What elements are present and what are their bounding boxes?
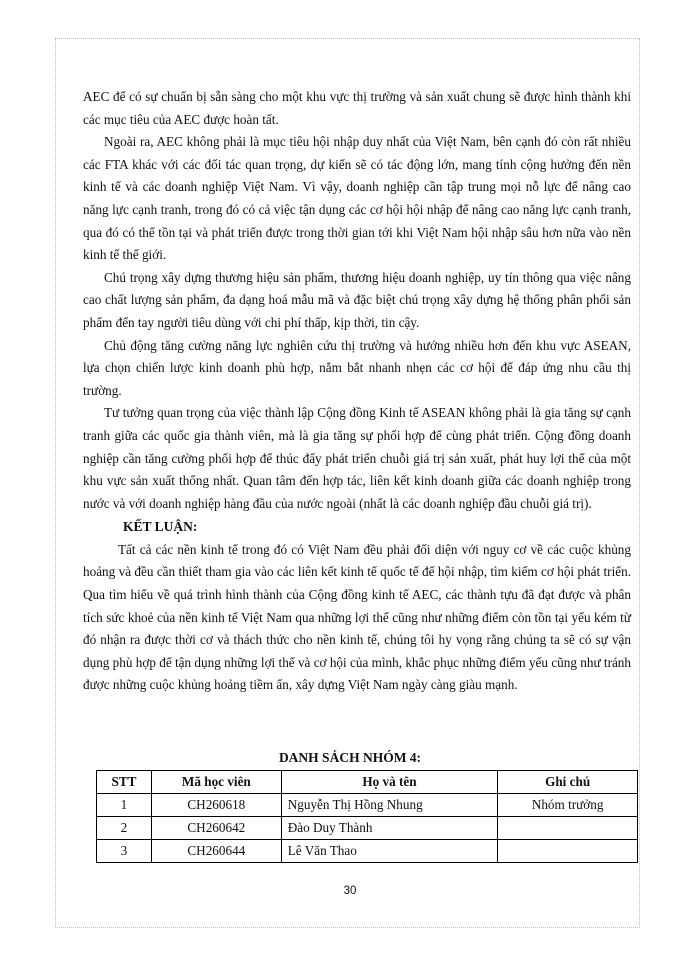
table-header-row: [97, 771, 638, 794]
header-note: Ghi chú: [498, 771, 638, 794]
cell-student-id: CH260642: [151, 817, 281, 840]
cell-full-name: Đào Duy Thành: [281, 817, 498, 840]
group-members-table: [96, 770, 638, 863]
header-student-id: Mã học viên: [151, 771, 281, 794]
page-body: [83, 86, 631, 697]
conclusion-text: Tất cả các nền kinh tế trong đó có Việt Nam đều phải đối diện với nguy cơ về các cuộc khủng hoảng và đều cần thiết tham gia vào các liên kết kinh tế quốc tế để hội nhập, tìm kiếm cơ hội phát triển. Qua tìm hiểu về quá trình hình thành của Cộng đồng kinh tế AEC, các thành tựu đã đạt được và phân tích sức khoẻ của nền kinh tế Việt Nam qua những lợi thế cũng như những điểm còn tồn tại yếu kém từ đó nhận ra được thời cơ và thách thức cho nền kinh tế, chúng tôi hy vọng rằng chúng ta sẽ có sự vận dụng phù hợp để tận dụng những lợi thế và cơ hội của mình, khắc phục những điểm yếu cũng như tránh được những cuộc khủng hoảng tiềm ẩn, xây dựng Việt Nam ngày càng giàu mạnh.: [83, 541, 631, 693]
header-stt: STT: [97, 771, 152, 794]
paragraph-5: Tư tưởng quan trọng của việc thành lập Cộng đồng Kinh tế ASEAN không phải là gia tăng sự cạnh tranh giữa các quốc gia thành viên, mà là gia tăng sự phối hợp để cùng phát triển. Cộng đồng doanh nghiệp cần tăng cường phối hợp để thúc đẩy phát triển chuỗi giá trị sản xuất, phát huy lợi thế của một khu vực sản xuất thống nhất. Quan tâm đến hợp tác, liên kết kinh doanh giữa các doanh nghiệp trong nước và với doanh nghiệp hàng đầu của nước ngoài (nhất là các doanh nghiệp đầu chuỗi giá trị).: [83, 405, 631, 511]
page-number: 30: [343, 885, 357, 897]
paragraph-2: Ngoài ra, AEC không phải là mục tiêu hội nhập duy nhất của Việt Nam, bên cạnh đó còn rất nhiều các FTA khác với các đối tác quan trọng, dự kiến sẽ có tác động lớn, mang tính cộng hưởng đến nền kinh tế và các doanh nghiệp Việt Nam. Vì vậy, doanh nghiệp cần tập trung mọi nỗ lực để nâng cao năng lực cạnh tranh, trong đó có cả việc tận dụng các cơ hội hội nhập để nâng cao năng lực cạnh tranh, qua đó có thể tồn tại và phát triển được trong thời gian tới khi Việt Nam hội nhập sâu hơn nữa vào nền kinh tế thế giới.: [83, 134, 631, 263]
cell-note: Nhóm trưởng: [498, 794, 638, 817]
table-row: [97, 817, 638, 840]
cell-stt: 1: [97, 794, 152, 817]
cell-student-id: CH260644: [151, 840, 281, 863]
table-row: [97, 794, 638, 817]
paragraph-1: AEC để có sự chuẩn bị sẵn sàng cho một khu vực thị trường và sản xuất chung sẽ được hình thành khi các mục tiêu của AEC được hoàn tất.: [83, 89, 631, 127]
paragraph-4: Chủ động tăng cường năng lực nghiên cứu thị trường và hướng nhiều hơn đến khu vực ASEAN, lựa chọn chiến lược kinh doanh phù hợp, nắm bắt nhanh nhẹn các cơ hội để đáp ứng nhu cầu thị trường.: [83, 337, 631, 398]
table-row: [97, 840, 638, 863]
group-list-title: DANH SÁCH NHÓM 4:: [278, 750, 422, 765]
conclusion-heading: KẾT LUẬN:: [123, 519, 198, 535]
cell-student-id: CH260618: [151, 794, 281, 817]
header-full-name: Họ và tên: [281, 771, 498, 794]
paragraph-3: Chú trọng xây dựng thương hiệu sản phẩm, thương hiệu doanh nghiệp, uy tín thông qua việc nâng cao chất lượng sản phẩm, đa dạng hoá mẫu mã và đặc biệt chú trọng xây dựng hệ thống phân phối sản phẩm đến tay người tiêu dùng với chi phí thấp, kịp thời, tin cậy.: [83, 269, 631, 330]
cell-full-name: Nguyễn Thị Hồng Nhung: [281, 794, 498, 817]
cell-full-name: Lê Văn Thao: [281, 840, 498, 863]
cell-note: [498, 817, 638, 840]
cell-stt: 2: [97, 817, 152, 840]
cell-stt: 3: [97, 840, 152, 863]
cell-note: [498, 840, 638, 863]
